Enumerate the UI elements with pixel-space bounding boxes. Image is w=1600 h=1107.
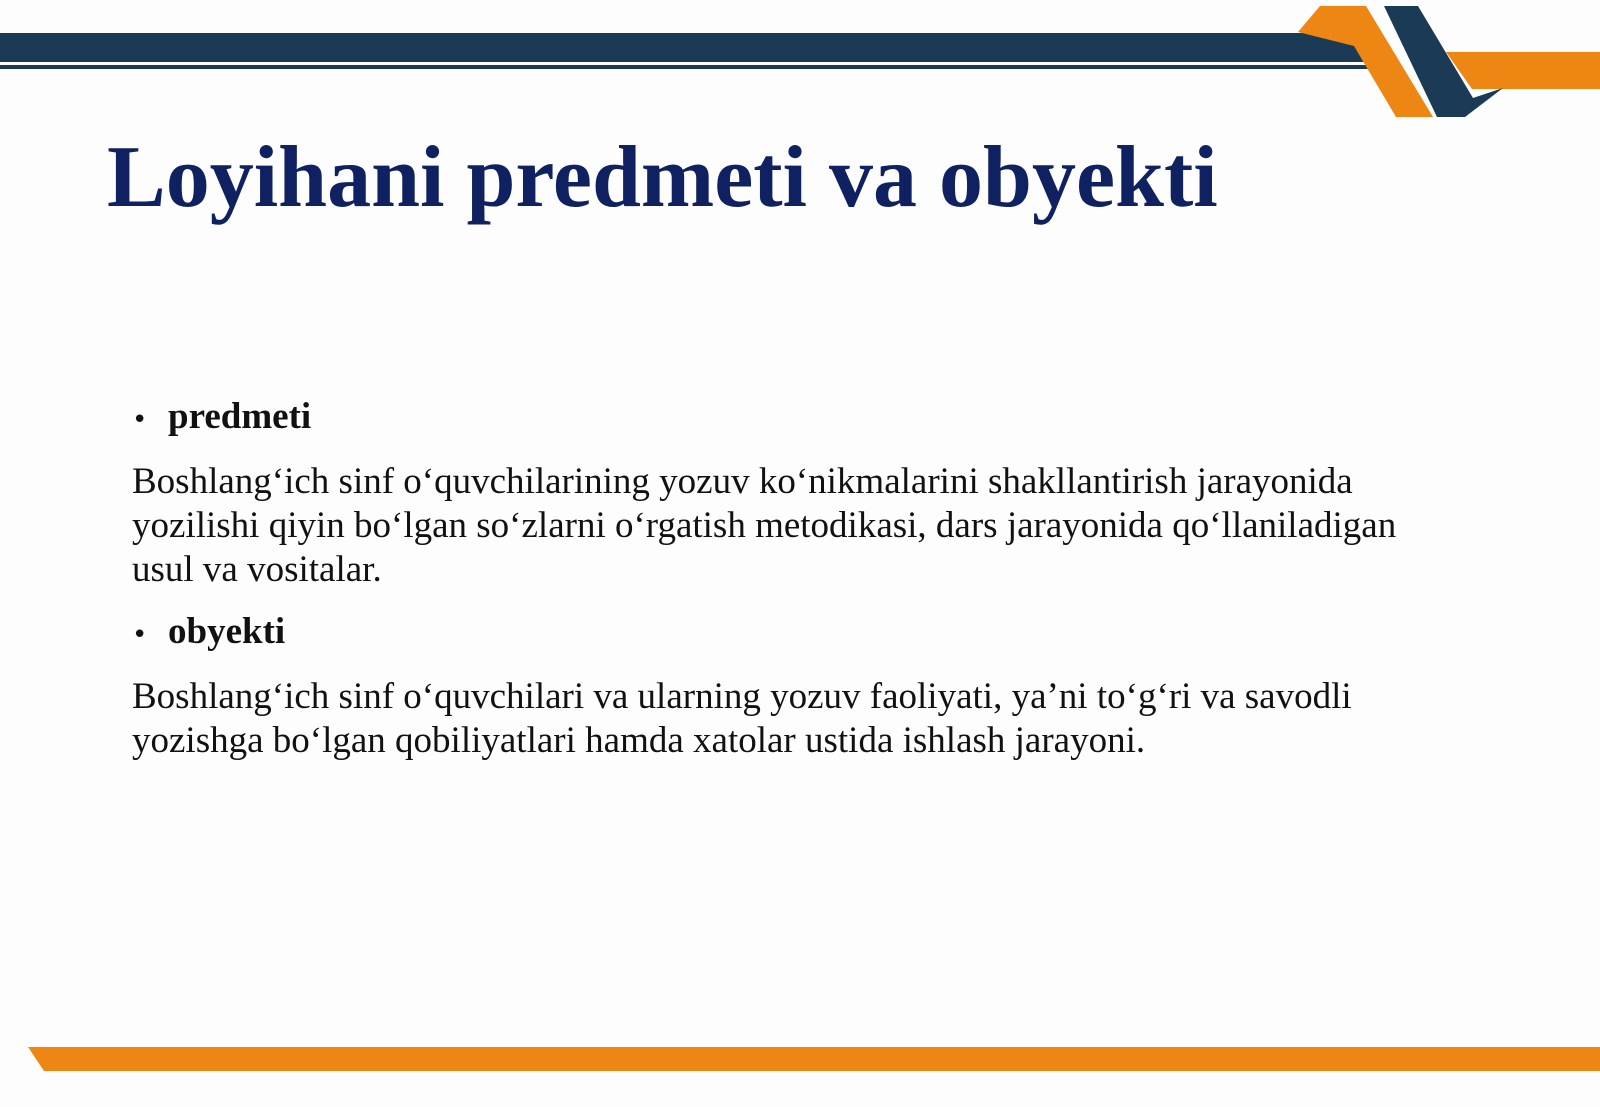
section-heading-label: predmeti bbox=[168, 396, 312, 437]
slide-content bbox=[132, 394, 1462, 780]
slide-title: Loyihani predmeti va obyekti bbox=[107, 129, 1218, 226]
top-navy-thin-line bbox=[0, 65, 1372, 69]
bottom-orange-band bbox=[28, 1047, 1600, 1071]
section-heading-predmeti bbox=[132, 394, 1462, 443]
section-text-predmeti: Boshlang‘ich sinf o‘quvchilarining yozuv ko‘nikmalarini shakllantirish jarayonida yozilishi qiyin bo‘lgan so‘zlarni o‘rgatish metodikasi, dars jarayonida qo‘llaniladigan usul va vositalar. bbox=[132, 461, 1397, 590]
bullet-dot-icon: • bbox=[132, 405, 148, 435]
section-text-obyekti: Boshlang‘ich sinf o‘quvchilari va ularning yozuv faoliyati, ya’ni to‘g‘ri va savodli yozishga bo‘lgan qobiliyatlari hamda xatolar ustida ishlash jarayoni. bbox=[132, 676, 1352, 761]
section-heading-label: obyekti bbox=[168, 611, 286, 652]
top-orange-band bbox=[1446, 52, 1600, 89]
section-heading-obyekti bbox=[132, 609, 1462, 658]
top-navy-band bbox=[0, 33, 1372, 62]
bullet-dot-icon: • bbox=[132, 620, 148, 650]
